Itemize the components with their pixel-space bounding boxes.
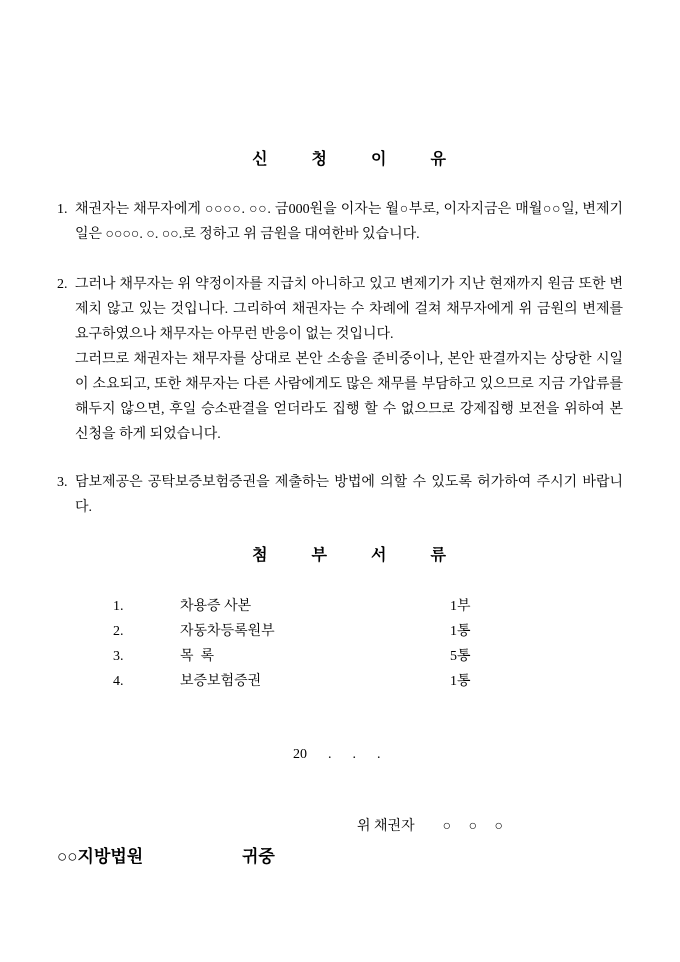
attachment-number: 2. bbox=[113, 624, 124, 639]
paragraph-text: 담보제공은 공탁보증보험증권을 제출하는 방법에 의할 수 있도록 허가하여 주시기 바랍니다. bbox=[75, 475, 623, 515]
signature-label: 위 채권자 bbox=[357, 819, 415, 834]
court-name: ○○지방법원 bbox=[57, 847, 144, 866]
attachments-heading: 첨 부 서 류 bbox=[252, 547, 446, 564]
paragraph-2 bbox=[57, 272, 623, 447]
attachment-number: 3. bbox=[113, 649, 124, 664]
attachment-name: 목 록 bbox=[180, 649, 215, 664]
attachment-row bbox=[113, 669, 583, 694]
date-line: 20 . . . bbox=[293, 747, 381, 762]
attachment-row bbox=[113, 594, 583, 619]
attachment-name: 보증보험증권 bbox=[180, 674, 262, 689]
document-title: 신 청 이 유 bbox=[252, 151, 446, 168]
paragraph-text: 그러나 채무자는 위 약정이자를 지급치 아니하고 있고 변제기가 지난 현재까지 원금 또한 변제치 않고 있는 것입니다. 그리하여 채권자는 수 차례에 걸쳐 채무자에게 위 금원의 변제를 요구하였으나 채무자는 아무런 반응이 없는 것입니다. bbox=[75, 277, 623, 342]
attachment-number: 1. bbox=[113, 599, 124, 614]
paragraph-1 bbox=[57, 197, 623, 247]
footer bbox=[57, 844, 623, 869]
attachment-count: 1부 bbox=[450, 599, 471, 614]
paragraph-number: 1. bbox=[57, 202, 68, 217]
attachment-row bbox=[113, 619, 583, 644]
signature-name: ○ ○ ○ bbox=[442, 819, 503, 834]
attachment-name: 차용증 사본 bbox=[180, 599, 252, 614]
recipient-label: 귀중 bbox=[242, 847, 275, 866]
attachment-row bbox=[113, 644, 583, 669]
attachment-name: 자동차등록원부 bbox=[180, 624, 275, 639]
paragraph-number: 3. bbox=[57, 475, 68, 490]
attachment-count: 5통 bbox=[450, 649, 471, 664]
attachments-list bbox=[113, 594, 583, 694]
paragraph-text: 채권자는 채무자에게 ○○○○. ○○. 금000원을 이자는 월○부로, 이자지금은 매월○○일, 변제기일은 ○○○○. ○. ○○.로 정하고 위 금원을 대여한바 있습니다. bbox=[75, 202, 623, 242]
paragraph-text-continuation: 그러므로 채권자는 채무자를 상대로 본안 소송을 준비중이나, 본안 판결까지는 상당한 시일이 소요되고, 또한 채무자는 다른 사람에게도 많은 채무를 부담하고 있으므로 지금 가압류를 해두지 않으면, 후일 승소판결을 얻더라도 집행 할 수 없으므로 강제집행 보전을 위하여 본 신청을 하게 되었습니다. bbox=[75, 352, 623, 442]
attachment-count: 1통 bbox=[450, 674, 471, 689]
attachment-count: 1통 bbox=[450, 624, 471, 639]
attachment-number: 4. bbox=[113, 674, 124, 689]
paragraph-number: 2. bbox=[57, 277, 68, 292]
paragraph-3 bbox=[57, 470, 623, 520]
